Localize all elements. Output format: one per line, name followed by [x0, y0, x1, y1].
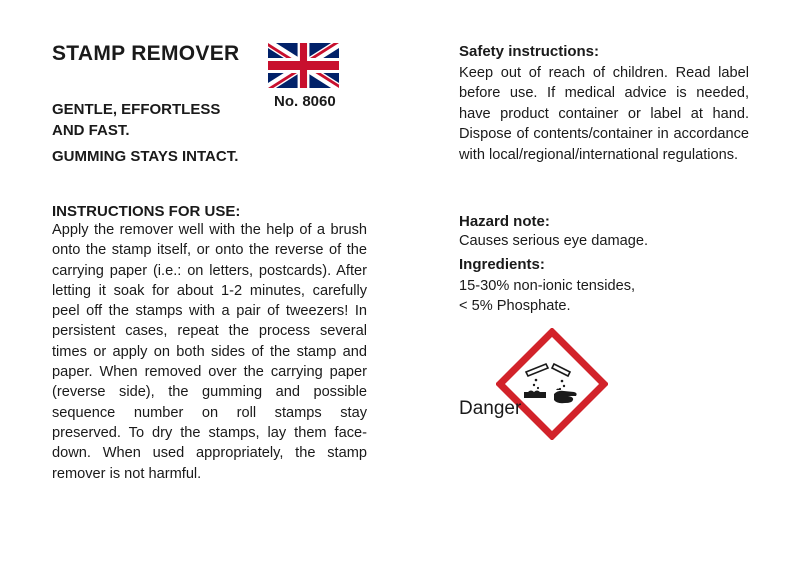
signal-word: Danger: [459, 398, 522, 419]
tagline-gentle: GENTLE, EFFORTLESS AND FAST.: [52, 101, 221, 139]
instructions-body: Apply the remover well with the help of a brush onto the stamp itself, or onto the reverse of the carrying paper (i.e.: on letters, postcards). After letting it soak for about 1-2 minutes, carefully peel off the stamps with a pair of tweezers! In persistent cases, repeat the process several times or apply on both sides of the stamp and paper. When removed over the carrying paper (reverse side), the gumming and possible sequence number on roll stamps stay preserved. To dry the stamps, lay them face-down. When used appropriately, the stamp remover is not harmful.: [52, 222, 367, 482]
ingredient-line: < 5% Phosphate.: [459, 298, 571, 314]
product-title: STAMP REMOVER: [52, 42, 240, 65]
hazard-body: Causes serious eye damage.: [459, 233, 649, 249]
safety-heading: Safety instructions:: [459, 43, 600, 60]
hazard-heading: Hazard note:: [459, 213, 550, 230]
uk-flag-icon: [268, 43, 339, 88]
ghs-corrosion-icon: [496, 328, 608, 440]
safety-body: Keep out of reach of children. Read label before use. If medical advice is needed, have product container or label at hand. Dispose of contents/container in accordance with local/regional/international regulations.: [459, 65, 749, 163]
instructions-heading: INSTRUCTIONS FOR USE:: [52, 203, 241, 220]
ingredient-line: 15-30% non-ionic tensides,: [459, 278, 636, 294]
ingredients-heading: Ingredients:: [459, 256, 545, 273]
ingredients-body: [459, 276, 749, 316]
tagline-gumming: GUMMING STAYS INTACT.: [52, 148, 239, 165]
product-number: No. 8060: [274, 93, 336, 110]
